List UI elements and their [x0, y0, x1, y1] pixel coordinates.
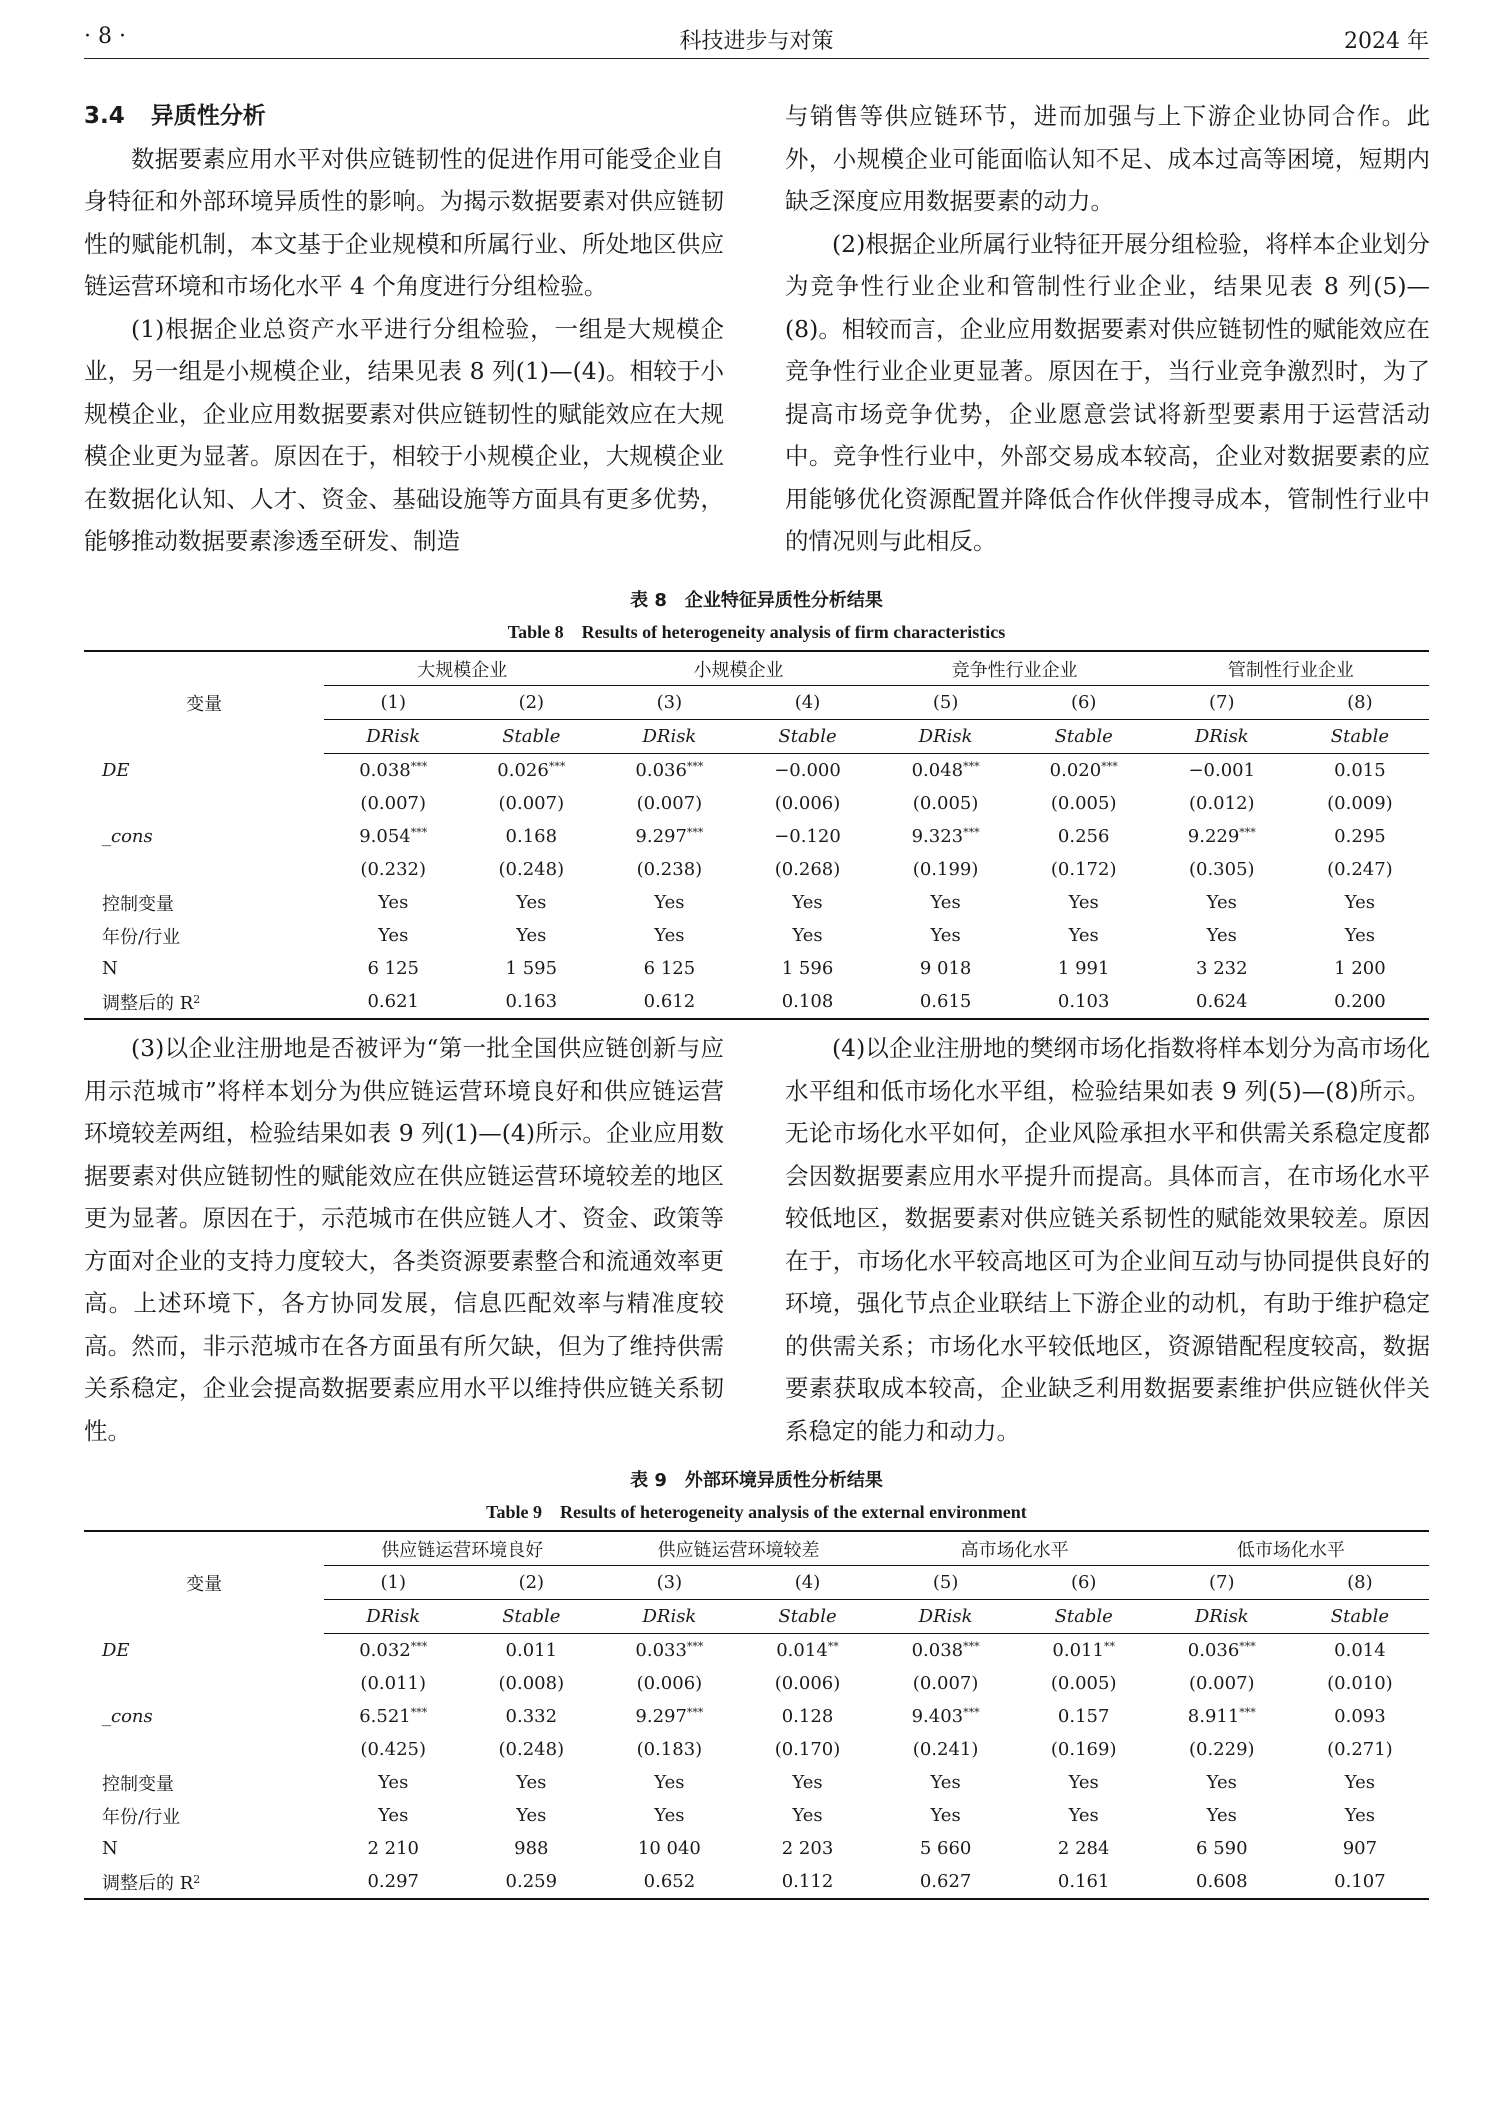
dep-var: Stable: [462, 1600, 600, 1634]
value-cell: Yes: [1344, 892, 1376, 913]
group-header: 供应链运营环境良好: [324, 1531, 600, 1566]
value-cell: 0.297: [324, 1865, 462, 1899]
se-cell: (0.241): [912, 1739, 979, 1760]
coef-cell: 9.229***: [1187, 826, 1256, 847]
value-cell: Yes: [654, 925, 685, 946]
coef-cell: 6.521***: [359, 1706, 428, 1727]
value-cell: 2 203: [781, 1838, 834, 1859]
value-cell: 9 018: [919, 958, 972, 979]
col-number: (7): [1153, 686, 1291, 720]
coef-cell: 0.036***: [1187, 1640, 1256, 1661]
coef-cell: 0.038***: [359, 760, 428, 781]
coef-cell: 9.297***: [635, 826, 704, 847]
value-cell: 6 125: [643, 958, 696, 979]
coef-cell: 8.911***: [1187, 1706, 1256, 1727]
var-header: 变量: [84, 1531, 324, 1634]
col-number: (3): [600, 1566, 738, 1600]
dep-var: Stable: [738, 720, 876, 754]
paragraph: 与销售等供应链环节，进而加强与上下游企业协同合作。此外，小规模企业可能面临认知不足、成本过高等困境，短期内缺乏深度应用数据要素的动力。: [785, 102, 1430, 215]
section-title: 3.4 异质性分析: [84, 103, 266, 129]
value-cell: Yes: [930, 892, 961, 913]
value-cell: 0.621: [324, 985, 462, 1019]
col-number: (6): [1015, 1566, 1153, 1600]
value-cell: Yes: [516, 1805, 547, 1826]
se-cell: (0.011): [360, 1673, 426, 1694]
se-cell: (0.229): [1188, 1739, 1255, 1760]
se-cell: (0.007): [360, 793, 426, 814]
coef-cell: 0.157: [1057, 1706, 1110, 1727]
coef-cell: 0.295: [1334, 826, 1386, 847]
value-cell: Yes: [654, 1805, 685, 1826]
se-cell: (0.007): [912, 1673, 979, 1694]
se-cell: (0.305): [1188, 859, 1255, 880]
row-label: _cons: [102, 826, 153, 847]
se-cell: (0.232): [360, 859, 426, 880]
dep-var: DRisk: [1153, 1600, 1291, 1634]
value-cell: 988: [514, 1838, 549, 1859]
row-label: 调整后的 $R^2$: [84, 985, 324, 1019]
value-cell: Yes: [1206, 925, 1237, 946]
value-cell: 0.200: [1291, 985, 1429, 1019]
se-cell: (0.248): [498, 859, 565, 880]
group-header: 低市场化水平: [1153, 1531, 1429, 1566]
value-cell: 10 040: [637, 1838, 701, 1859]
journal-name: 科技进步与对策: [679, 29, 834, 54]
coef-cell: 0.015: [1334, 760, 1386, 781]
se-cell: (0.183): [636, 1739, 703, 1760]
col-number: (5): [877, 686, 1015, 720]
table8-caption-en: Table 8 Results of heterogeneity analysis of firm characteristics: [507, 622, 1006, 642]
coef-cell: 9.403***: [911, 1706, 980, 1727]
value-cell: 5 660: [919, 1838, 972, 1859]
value-cell: 0.652: [600, 1865, 738, 1899]
value-cell: 2 210: [367, 1838, 419, 1859]
dep-var: DRisk: [324, 1600, 462, 1634]
value-cell: Yes: [654, 892, 685, 913]
coef-cell: 0.014**: [776, 1640, 839, 1661]
value-cell: 0.624: [1153, 985, 1291, 1019]
se-cell: (0.170): [774, 1739, 841, 1760]
value-cell: Yes: [930, 1772, 961, 1793]
dep-var: DRisk: [600, 1600, 738, 1634]
journal-year: 2024 年: [1344, 29, 1429, 54]
se-cell: (0.006): [636, 1673, 703, 1694]
value-cell: 0.107: [1291, 1865, 1429, 1899]
coef-cell: 0.014: [1334, 1640, 1386, 1661]
se-cell: (0.005): [1050, 793, 1117, 814]
row-label: 年份/行业: [102, 1806, 181, 1828]
value-cell: Yes: [1344, 1772, 1376, 1793]
value-cell: Yes: [792, 1805, 823, 1826]
value-cell: Yes: [1068, 1772, 1099, 1793]
value-cell: 6 590: [1196, 1838, 1248, 1859]
value-cell: Yes: [1068, 925, 1099, 946]
row-label: DE: [102, 759, 130, 781]
coef-cell: 0.011: [505, 1640, 558, 1661]
se-cell: (0.247): [1327, 859, 1393, 880]
se-cell: (0.005): [912, 793, 979, 814]
coef-cell: 0.026***: [497, 760, 566, 781]
se-cell: (0.007): [498, 793, 565, 814]
value-cell: Yes: [516, 1772, 547, 1793]
value-cell: 0.163: [462, 985, 600, 1019]
group-header: 高市场化水平: [877, 1531, 1153, 1566]
col-number: (7): [1153, 1566, 1291, 1600]
group-header: 大规模企业: [324, 651, 600, 686]
value-cell: 1 200: [1334, 958, 1386, 979]
col-number: (5): [877, 1566, 1015, 1600]
value-cell: Yes: [1206, 892, 1237, 913]
dep-var: DRisk: [877, 720, 1015, 754]
se-cell: (0.009): [1327, 793, 1393, 814]
coef-cell: 0.036***: [635, 760, 704, 781]
text-column-1: [84, 95, 724, 563]
coef-cell: 0.048***: [911, 760, 980, 781]
row-label: 调整后的 $R^2$: [84, 1865, 324, 1899]
col-number: (1): [324, 1566, 462, 1600]
value-cell: Yes: [930, 1805, 961, 1826]
coef-cell: 9.054***: [359, 826, 428, 847]
value-cell: 3 232: [1196, 958, 1248, 979]
row-label: _cons: [102, 1706, 153, 1727]
coef-cell: −0.120: [774, 826, 841, 847]
value-cell: Yes: [792, 892, 823, 913]
col-number: (1): [324, 686, 462, 720]
value-cell: Yes: [1206, 1805, 1237, 1826]
text-column-4: [785, 1027, 1430, 1452]
coef-cell: 0.032***: [359, 1640, 428, 1661]
dep-var: DRisk: [1153, 720, 1291, 754]
value-cell: 6 125: [367, 958, 419, 979]
paragraph: (4)以企业注册地的樊纲市场化指数将样本划分为高市场化水平组和低市场化水平组，检验结果如表 9 列(5)—(8)所示。无论市场化水平如何，企业风险承担水平和供需关系稳定度都会因数据要素应用水平提升而提高。具体而言，在市场化水平较低地区，数据要素对供应链关系韧性的赋能效果较差。原因在于，市场化水平较高地区可为企业间互动与协同提供良好的环境，强化节点企业联结上下游企业的动机，有助于维护稳定的供需关系；市场化水平较低地区，资源错配程度较高，数据要素获取成本较高，企业缺乏利用数据要素维护供应链伙伴关系稳定的能力和动力。: [785, 1034, 1430, 1445]
dep-var: DRisk: [600, 720, 738, 754]
coef-cell: 0.128: [781, 1706, 834, 1727]
table9-caption-en: Table 9 Results of heterogeneity analysis of the external environment: [486, 1502, 1027, 1522]
se-cell: (0.007): [636, 793, 703, 814]
col-number: (8): [1291, 686, 1429, 720]
var-header: 变量: [84, 651, 324, 754]
value-cell: Yes: [516, 892, 547, 913]
value-cell: Yes: [516, 925, 547, 946]
value-cell: 0.103: [1015, 985, 1153, 1019]
row-label: 年份/行业: [102, 926, 181, 948]
group-header: 竞争性行业企业: [877, 651, 1153, 686]
value-cell: Yes: [378, 1805, 409, 1826]
row-label: 控制变量: [102, 1773, 174, 1795]
row-label: 控制变量: [102, 893, 174, 915]
value-cell: Yes: [654, 1772, 685, 1793]
page-header: [84, 20, 1429, 59]
dep-var: Stable: [1015, 720, 1153, 754]
value-cell: Yes: [378, 1772, 409, 1793]
se-cell: (0.008): [498, 1673, 565, 1694]
se-cell: (0.169): [1050, 1739, 1117, 1760]
value-cell: 1 595: [505, 958, 558, 979]
value-cell: 0.615: [877, 985, 1015, 1019]
table8-caption-cn: 表 8 企业特征异质性分析结果: [630, 590, 883, 611]
value-cell: 0.608: [1153, 1865, 1291, 1899]
se-cell: (0.010): [1327, 1673, 1393, 1694]
dep-var: Stable: [1291, 1600, 1429, 1634]
col-number: (3): [600, 686, 738, 720]
value-cell: Yes: [378, 925, 409, 946]
se-cell: (0.425): [360, 1739, 426, 1760]
value-cell: Yes: [1068, 1805, 1099, 1826]
col-number: (2): [462, 686, 600, 720]
se-cell: (0.007): [1188, 1673, 1255, 1694]
se-cell: (0.005): [1050, 1673, 1117, 1694]
value-cell: 0.108: [738, 985, 876, 1019]
value-cell: 2 284: [1057, 1838, 1110, 1859]
value-cell: 0.161: [1015, 1865, 1153, 1899]
coef-cell: 0.011**: [1052, 1640, 1115, 1661]
table8: [84, 650, 1429, 1020]
dep-var: Stable: [462, 720, 600, 754]
coef-cell: −0.000: [774, 760, 841, 781]
text-column-3: [84, 1027, 724, 1452]
coef-cell: −0.001: [1188, 760, 1256, 781]
se-cell: (0.172): [1050, 859, 1117, 880]
row-label: DE: [102, 1639, 130, 1661]
se-cell: (0.006): [774, 793, 841, 814]
value-cell: 0.627: [877, 1865, 1015, 1899]
table9: [84, 1530, 1429, 1900]
coef-cell: 9.323***: [911, 826, 980, 847]
col-number: (4): [738, 686, 876, 720]
value-cell: Yes: [1206, 1772, 1237, 1793]
group-header: 供应链运营环境较差: [600, 1531, 876, 1566]
dep-var: Stable: [738, 1600, 876, 1634]
value-cell: Yes: [930, 925, 961, 946]
paragraph: (2)根据企业所属行业特征开展分组检验，将样本企业划分为竞争性行业企业和管制性行业企业，结果见表 8 列(5)—(8)。相较而言，企业应用数据要素对供应链韧性的赋能效应在竞争性行业企业更显著。原因在于，当行业竞争激烈时，为了提高市场竞争优势，企业愿意尝试将新型要素用于运营活动中。竞争性行业中，外部交易成本较高，企业对数据要素的应用能够优化资源配置并降低合作伙伴搜寻成本，管制性行业中的情况则与此相反。: [785, 229, 1430, 555]
dep-var: Stable: [1291, 720, 1429, 754]
value-cell: Yes: [1344, 925, 1376, 946]
value-cell: Yes: [1344, 1805, 1376, 1826]
row-label: N: [102, 1838, 118, 1859]
text-column-2: [785, 95, 1430, 563]
col-number: (4): [738, 1566, 876, 1600]
se-cell: (0.006): [774, 1673, 841, 1694]
col-number: (2): [462, 1566, 600, 1600]
table9-caption-cn: 表 9 外部环境异质性分析结果: [630, 1470, 883, 1491]
paragraph: 数据要素应用水平对供应链韧性的促进作用可能受企业自身特征和外部环境异质性的影响。为揭示数据要素对供应链韧性的赋能机制，本文基于企业规模和所属行业、所处地区供应链运营环境和市场化水平 4 个角度进行分组检验。: [84, 144, 724, 300]
col-number: (6): [1015, 686, 1153, 720]
coef-cell: 0.093: [1334, 1706, 1386, 1727]
group-header: 小规模企业: [600, 651, 876, 686]
coef-cell: 0.256: [1057, 826, 1110, 847]
coef-cell: 0.020***: [1049, 760, 1118, 781]
se-cell: (0.238): [636, 859, 703, 880]
value-cell: Yes: [792, 925, 823, 946]
dep-var: DRisk: [324, 720, 462, 754]
se-cell: (0.271): [1327, 1739, 1393, 1760]
se-cell: (0.268): [774, 859, 841, 880]
coef-cell: 0.033***: [635, 1640, 704, 1661]
row-label: N: [102, 958, 118, 979]
paragraph: (3)以企业注册地是否被评为“第一批全国供应链创新与应用示范城市”将样本划分为供应链运营环境良好和供应链运营环境较差两组，检验结果如表 9 列(1)—(4)所示。企业应用数据要素对供应链韧性的赋能效应在供应链运营环境较差的地区更为显著。原因在于，示范城市在供应链人才、资金、政策等方面对企业的支持力度较大，各类资源要素整合和流通效率更高。上述环境下，各方协同发展，信息匹配效率与精准度较高。然而，非示范城市在各方面虽有所欠缺，但为了维持供需关系稳定，企业会提高数据要素应用水平以维持供应链关系韧性。: [84, 1034, 724, 1445]
paragraph: (1)根据企业总资产水平进行分组检验，一组是大规模企业，另一组是小规模企业，结果见表 8 列(1)—(4)。相较于小规模企业，企业应用数据要素对供应链韧性的赋能效应在大规模企业更为显著。原因在于，相较于小规模企业，大规模企业在数据化认知、人才、资金、基础设施等方面具有更多优势，能够推动数据要素渗透至研发、制造: [84, 314, 724, 555]
value-cell: Yes: [1068, 892, 1099, 913]
coef-cell: 9.297***: [635, 1706, 704, 1727]
value-cell: 1 596: [781, 958, 834, 979]
value-cell: 1 991: [1057, 958, 1110, 979]
se-cell: (0.248): [498, 1739, 565, 1760]
dep-var: DRisk: [877, 1600, 1015, 1634]
value-cell: 0.112: [738, 1865, 876, 1899]
value-cell: 907: [1342, 1838, 1378, 1859]
group-header: 管制性行业企业: [1153, 651, 1429, 686]
col-number: (8): [1291, 1566, 1429, 1600]
value-cell: 0.259: [462, 1865, 600, 1899]
value-cell: 0.612: [600, 985, 738, 1019]
se-cell: (0.012): [1188, 793, 1255, 814]
coef-cell: 0.038***: [911, 1640, 980, 1661]
value-cell: Yes: [378, 892, 409, 913]
coef-cell: 0.168: [505, 826, 558, 847]
se-cell: (0.199): [912, 859, 979, 880]
page-number: · 8 ·: [84, 24, 126, 49]
dep-var: Stable: [1015, 1600, 1153, 1634]
value-cell: Yes: [792, 1772, 823, 1793]
coef-cell: 0.332: [505, 1706, 558, 1727]
